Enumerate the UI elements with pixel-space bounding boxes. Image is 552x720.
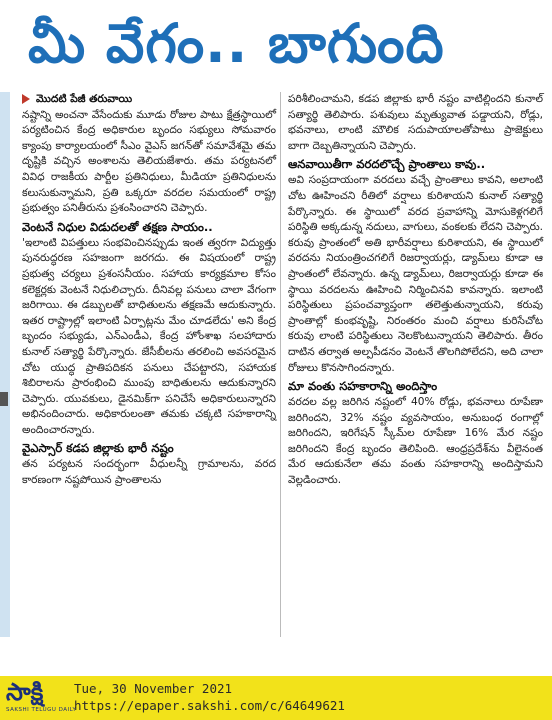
left-subheading-2: వైఎస్సార్ కడప జిల్లాకు భారీ నష్టం <box>22 441 174 456</box>
continued-from-front-page <box>22 92 276 108</box>
right-subheading-2: మా వంతు సహకారాన్ని అందిస్తాం <box>288 379 438 394</box>
jump-label: మొదటి పేజీ తరువాయి <box>36 93 133 105</box>
left-paragraph-2: 'ఇలాంటి విపత్తులు సంభవించినప్పుడు ఇంత త్వరగా విద్యుత్తు పునరుద్ధరణ సహజంగా జరగదు. ఈ విషయంలో రాష్ట్ర ప్రభుత్వ చర్యలు ప్రశంసనీయం. సహాయ కార్యక్రమాల కోసం కలెక్టర్లకు వెంటనే నిధులిచ్చారు. దీనివల్ల పనులు చాలా వేగంగా జరిగాయి. ఈ డబ్బులతో బాధితులను తక్షణమే ఆదుకున్నారు. ఇతర రాష్ట్రాల్లో ఇలాంటి ఏర్పాట్లను మేం చూడలేదు' అని కేంద్ర బృందం సభ్యుడు, ఎన్‌ఎండీఎ, కేంద్ర హోంశాఖ సలహాదారు కునాల్ సత్యార్థి పేర్కొన్నారు. జేసీబీలను తరలించి అవసరమైన చోట యుద్ధ ప్రాతిపదికన పనులు చేపట్టారని, సహాయక శిబిరాలను ప్రారంభించి ముంపు బాధితులను ఆదుకున్నారని చెప్పారు. యువకులు, డైనమిక్‌గా పనిచేసే అధికారులున్నారని అభినందించారు. అధికారులంతా తమకు చక్కటి సహకారాన్ని అందించారన్నారు. <box>22 236 276 436</box>
edge-marker <box>0 392 8 406</box>
headline-banner <box>0 0 552 84</box>
right-subheading-1: ఆనవాయితీగా వరదలొచ్చే ప్రాంతాలు కావు.. <box>288 157 486 172</box>
right-paragraph-2: అవి సంప్రదాయంగా వరదలు వచ్చే ప్రాంతాలు కావని, అలాంటి చోట ఊహించని రీతిలో వర్షాలు కురిశాయని కునాల్ సత్యార్థి పేర్కొన్నారు. ఈ స్థాయిలో వరద ప్రవాహాన్ని మోసుకెళ్లగలిగే పరిస్థితి అక్కడున్న నదులు, వాగులు, వంకలకు లేదని చెప్పారు. కరువు ప్రాంతంలో అతి భారీవర్షాలు కురిశాయని, ఈ స్థాయిలో వరదను నియంత్రించగలిగే రిజర్వాయర్లు, డ్యామ్‌లు కూడా ఆ ప్రాంతంలో లేవన్నారు. ఉన్న డ్యామ్‌లు, రిజర్వాయర్లు కూడా ఈ స్థాయి వరదలను ఊహించి నిర్మించినవి కావన్నారు. ఇలాంటి పరిస్థితులు ప్రపంచవ్యాప్తంగా తలెత్తుతున్నాయని, కరువు ప్రాంతాల్లో కుంభవృష్టి, నిరంతరం మంచి వర్షాలు కురిసేచోట కరువు లాంటి పరిస్థితులు నెలకొంటున్నాయని తెలిపారు. తీరం దాటిన తర్వాత అల్పపీడనం వెంటనే తొలగిపోలేదని, అది చాలా రోజులు కొనసాగిందన్నారు. <box>288 174 543 374</box>
left-paragraph-3: తన పర్యటన సందర్భంగా వీధులన్నీ గ్రామాలను, వరద కారణంగా నష్టపోయిన ప్రాంతాలను <box>22 458 276 487</box>
arrow-right-icon <box>22 94 30 104</box>
page-headline: మీ వేగం.. బాగుంది <box>28 12 445 75</box>
epaper-link[interactable]: https://epaper.sakshi.com/c/64649621 <box>74 698 345 713</box>
column-divider <box>280 92 281 637</box>
right-paragraph-3: వరదల వల్ల జరిగిన నష్టంలో 40% రోడ్లు, భవనాలు రూపేణా జరిగిందని, 32% నష్టం వ్యవసాయం, అనుబంధ రంగాల్లో జరిగిందని, ఇరిగేషన్ స్కీమ్‌ల రూపేణా 16% మేర నష్టం జరిగిందని కేంద్ర బృందం తెలిపింది. ఆంధ్రప్రదేశ్‌ను వీలైనంత మేర ఆదుకునేలా తమ వంతు సహకారాన్ని అందిస్తామని వెల్లడించారు. <box>288 396 543 487</box>
footer-bar <box>0 676 552 720</box>
right-paragraph-1: పరిశీలించామని, కడప జిల్లాకు భారీ నష్టం వాటిల్లిందని కునాల్ సత్యార్థి తెలిపారు. పశువులు మృత్యువాత పడ్డాయని, రోడ్లు, భవనాలు, లాంటి మౌలిక సదుపాయాలతోపాటు ప్రాజెక్టులు బాగా దెబ్బతిన్నాయని చెప్పారు. <box>288 93 543 152</box>
left-edge-strip <box>0 92 10 637</box>
logo-text: సాక్షి <box>6 678 44 706</box>
article-column-left <box>22 92 276 489</box>
logo-subtitle: SAKSHI TELUGU DAILY <box>6 707 77 713</box>
sakshi-logo <box>6 678 77 718</box>
article-column-right <box>288 92 543 489</box>
publication-date: Tue, 30 November 2021 <box>74 681 233 696</box>
left-paragraph-1: నష్టాన్ని అంచనా వేసేందుకు మూడు రోజుల పాటు క్షేత్రస్థాయిలో పర్యటించిన కేంద్ర అధికారుల బృందం సభ్యులు సోమవారం క్యాంపు కార్యాలయంలో సీఎం వైఎస్ జగన్‌తో సమావేశమై తమ దృష్టికి వచ్చిన అంశాలను తెలియజేశారు. తమ పర్యటనలో వివిధ రాజకీయ పార్టీల ప్రతినిధులు, మీడియా ప్రతినిధులను కలుసుకున్నామని, ప్రతి ఒక్కరూ వరదల సమయంలో రాష్ట్ర ప్రభుత్వం పనితీరును ప్రశంసించారని చెప్పారు. <box>22 108 276 215</box>
left-subheading-1: వెంటనే నిధుల విడుదలతో తక్షణ సాయం.. <box>22 219 213 234</box>
footer-meta <box>74 680 345 714</box>
